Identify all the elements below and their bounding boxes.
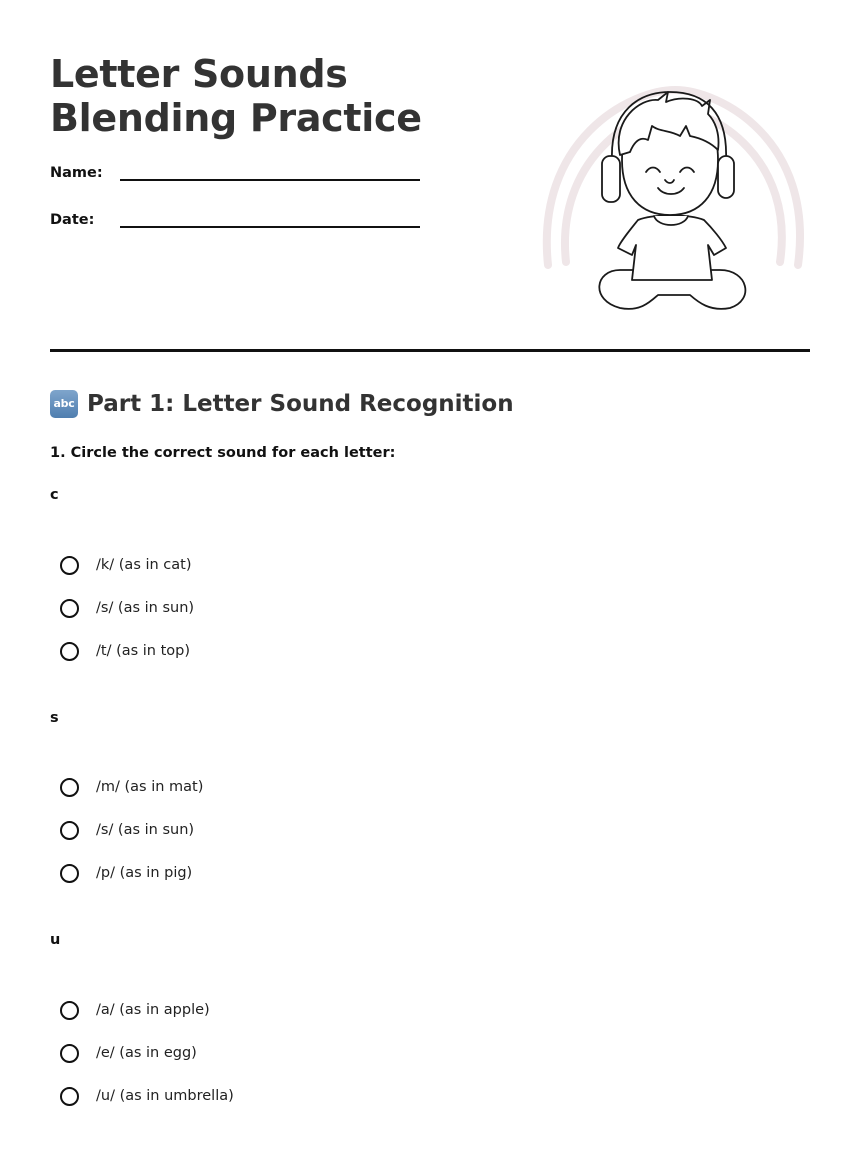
date-field (50, 212, 420, 236)
option-label: /s/ (as in sun) (96, 822, 195, 838)
option-label: /m/ (as in mat) (96, 779, 204, 795)
worksheet-page (50, 0, 810, 1104)
option-label: /s/ (as in sun) (96, 600, 195, 616)
radio-circle-icon[interactable] (60, 599, 79, 618)
date-write-line[interactable] (120, 226, 420, 228)
option-c-t[interactable] (60, 638, 190, 664)
letter-u: u (50, 932, 61, 948)
radio-circle-icon[interactable] (60, 556, 79, 575)
date-label: Date: (50, 212, 95, 228)
name-write-line[interactable] (120, 179, 420, 181)
option-u-a[interactable] (60, 997, 210, 1023)
option-label: /u/ (as in umbrella) (96, 1088, 234, 1104)
abc-icon: abc (50, 390, 78, 418)
option-s-s[interactable] (60, 817, 194, 843)
name-field (50, 165, 420, 189)
header-divider (50, 349, 810, 352)
option-label: /e/ (as in egg) (96, 1045, 197, 1061)
worksheet-header (50, 0, 810, 352)
letter-c: c (50, 487, 59, 503)
radio-circle-icon[interactable] (60, 778, 79, 797)
radio-circle-icon[interactable] (60, 1044, 79, 1063)
letter-s: s (50, 710, 59, 726)
section-title-text: Part 1: Letter Sound Recognition (87, 391, 514, 417)
option-label: /k/ (as in cat) (96, 557, 192, 573)
name-label: Name: (50, 165, 103, 181)
radio-circle-icon[interactable] (60, 642, 79, 661)
option-u-e[interactable] (60, 1040, 197, 1066)
option-label: /a/ (as in apple) (96, 1002, 210, 1018)
option-label: /p/ (as in pig) (96, 865, 193, 881)
option-s-m[interactable] (60, 774, 203, 800)
radio-circle-icon[interactable] (60, 864, 79, 883)
option-label: /t/ (as in top) (96, 643, 191, 659)
section-title-part1 (50, 388, 514, 420)
option-u-u[interactable] (60, 1083, 234, 1109)
page-title: Letter Sounds Blending Practice (50, 52, 422, 140)
option-c-k[interactable] (60, 552, 192, 578)
child-with-headphones-illustration (540, 80, 810, 320)
radio-circle-icon[interactable] (60, 821, 79, 840)
question-1: 1. Circle the correct sound for each letter: (50, 445, 396, 461)
option-c-s[interactable] (60, 595, 194, 621)
radio-circle-icon[interactable] (60, 1001, 79, 1020)
option-s-p[interactable] (60, 860, 192, 886)
radio-circle-icon[interactable] (60, 1087, 79, 1106)
